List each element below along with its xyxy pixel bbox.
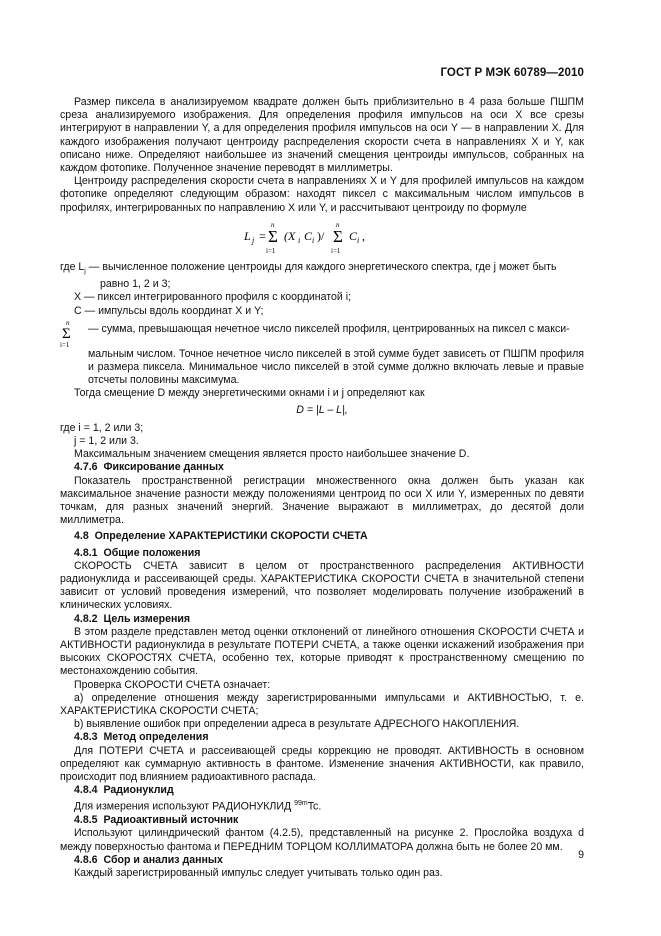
formula-term1-sub: i — [298, 235, 301, 245]
section-483-heading: 4.8.3 Метод определения — [74, 731, 209, 744]
section-484-text: Для измерения используют РАДИОНУКЛИД $^{99m}$Tc. — [74, 800, 322, 813]
section-485-text: Используют цилиндрический фантом (4.2.5), представленный на рисунке 2. Прослойка воздуха d между поверхностью фантома и ПЕРЕДНИМ ТОРЦОМ КОЛЛИМАТОРА должна быть не более 20 мм. — [60, 827, 584, 853]
section-486-heading: 4.8.6 Сбор и анализ данных — [74, 853, 223, 866]
sum-upper-1: n — [271, 220, 275, 229]
formula-term1-close: )/ — [317, 228, 325, 243]
def-ci: C — импульсы вдоль координат X и Y; — [74, 304, 264, 317]
formula-lhs-sub: j — [252, 235, 255, 245]
def-lj: где $L_j$ — вычисленное положение центроиды для каждого энергетического спектра, где j может быть равно 1, 2 и 3; — [60, 260, 557, 291]
sum-sign-2: Σ — [333, 226, 343, 246]
def-xi: X — пиксел интегрированного профиля с координатой i; — [74, 291, 352, 304]
section-481-heading: 4.8.1 Общие положения — [74, 546, 201, 559]
section-482-heading: 4.8.2 Цель измерения — [74, 612, 191, 625]
formula-term2: C — [349, 228, 358, 243]
section-482-text: В этом разделе представлен метод оценки отклонений от линейного отношения СКОРОСТИ СЧЕТА и АКТИВНОСТИ радионуклида в результате ПОТЕРИ СЧЕТА, а также оценки искажений изображения при высоких СКОРОСТЯХ СЧЕТА, особенно тех, которые приводят к пространственному смещению по местонахождению события. — [60, 625, 584, 678]
paragraph-pixel-size: Размер пиксела в анализируемом квадрате должен быть приблизительно в 4 раза больше ПШПМ среза анализируемого изображения. Для определения профиля импульсов на оси X все срезы интегрируют в направлении Y, а для определения профиля импульсов на оси Y — в направлении X. Для каждого изображения получают центроиду распределения скорости счета в направлениях X и Y, как описано ниже. Определяют наибольшее из значений смещения центроиды импульсов, собранных на каждом фотопике. Полученное значение переводят в миллиметры. — [60, 96, 584, 175]
sum-lower-1: i=1 — [266, 246, 276, 255]
def-sum — [60, 318, 584, 348]
sum-sign-1: Σ — [268, 226, 278, 246]
section-476-text: Показатель пространственной регистрации множественного окна должен быть указан как максимальное значение разности между положениями центроид по оси X или Y, измеренных по девяти точкам, для разных значений энергий. Значение выражают в миллиметрах, до десятой доли миллиметра. — [60, 474, 584, 527]
svg-text:i=1: i=1 — [60, 340, 70, 348]
def-sum-cont: мальным числом. Точное нечетное число пикселей в этой сумме будет зависеть от ПШПМ профиля и размера пиксела. Минимальное число пикселей в этой сумме должно включать левые и правые отсчеты половины максимума. — [88, 347, 584, 387]
svg-text:=: = — [259, 228, 266, 243]
section-48-heading: 4.8 Определение ХАРАКТЕРИСТИКИ СКОРОСТИ СЧЕТА — [74, 530, 368, 543]
paragraph-centroid: Центроиду распределения скорости счета в направлениях X и Y для профилей импульсов на каждом фотопике определяют следующим образом: находят пиксел с максимальным числом импульсов в профилях, интегрированных по направлению X или Y, и рассчитывают центроиду по формуле — [60, 175, 584, 214]
paragraph-shift: Тогда смещение D между энергетическими окнами i и j определяют как — [74, 387, 425, 400]
formula-lhs: L — [244, 228, 251, 243]
formula-term1: (X — [284, 228, 296, 243]
section-481-text: СКОРОСТЬ СЧЕТА зависит в целом от пространственного распределения АКТИВНОСТИ радионуклида и рассеивающей среды. ХАРАКТЕРИСТИКА СКОРОСТИ СЧЕТА в значительной степени зависит от условий проведения измерений, что позволяет моделировать получение изображений в клинических условиях. — [60, 559, 584, 612]
formula-term1b-sub: i — [312, 235, 315, 245]
where-i: где i = 1, 2 или 3; — [60, 421, 144, 434]
section-482-item-a: а) определение отношения между зарегистрированными импульсами и АКТИВНОСТЬЮ, т. е. ХАРАКТЕРИСТИКА СКОРОСТИ СЧЕТА; — [60, 691, 584, 718]
section-482-check: Проверка СКОРОСТИ СЧЕТА означает: — [74, 678, 271, 691]
svg-text:Σ: Σ — [62, 325, 71, 342]
section-485-heading: 4.8.5 Радиоактивный источник — [74, 814, 239, 827]
formula-term2-sub: i — [357, 235, 360, 245]
page-body — [60, 96, 584, 880]
formula-term1b: C — [304, 228, 313, 243]
paragraph-max-shift: Максимальным значением смещения является просто наибольшее значение D. — [74, 448, 470, 461]
section-476-heading: 4.7.6 Фиксирование данных — [74, 461, 224, 474]
sum-symbol — [60, 318, 86, 348]
section-486-text: Каждый зарегистрированный импульс следует учитывать только один раз. — [74, 867, 443, 879]
formula-trail: , — [362, 228, 365, 243]
document-header: ГОСТ Р МЭК 60789—2010 — [440, 67, 584, 79]
sum-lower-2: i=1 — [331, 246, 341, 255]
shift-formula: D = |L – L|, — [296, 403, 348, 416]
svg-text:n: n — [66, 318, 70, 327]
def-sum-text: — сумма, превышающая нечетное число пикселей профиля, центрированных на пиксел с макси- — [88, 322, 570, 335]
section-482-item-b: b) выявление ошибок при определении адреса в результате АДРЕСНОГО НАКОПЛЕНИЯ. — [74, 718, 520, 731]
centroid-formula — [60, 219, 584, 255]
page-number: 9 — [578, 849, 584, 861]
centroid-formula-svg — [242, 219, 422, 255]
section-483-text: Для ПОТЕРИ СЧЕТА и рассеивающей среды коррекцию не проводят. АКТИВНОСТЬ в основном определяют как суммарную активность в фантоме. Изменение значения АКТИВНОСТИ, как правило, происходит под влиянием радиоактивного распада. — [60, 744, 584, 784]
where-j: j = 1, 2 или 3. — [74, 434, 139, 447]
definitions — [60, 261, 584, 388]
sum-upper-2: n — [336, 220, 340, 229]
section-484-heading: 4.8.4 Радионуклид — [74, 784, 174, 797]
